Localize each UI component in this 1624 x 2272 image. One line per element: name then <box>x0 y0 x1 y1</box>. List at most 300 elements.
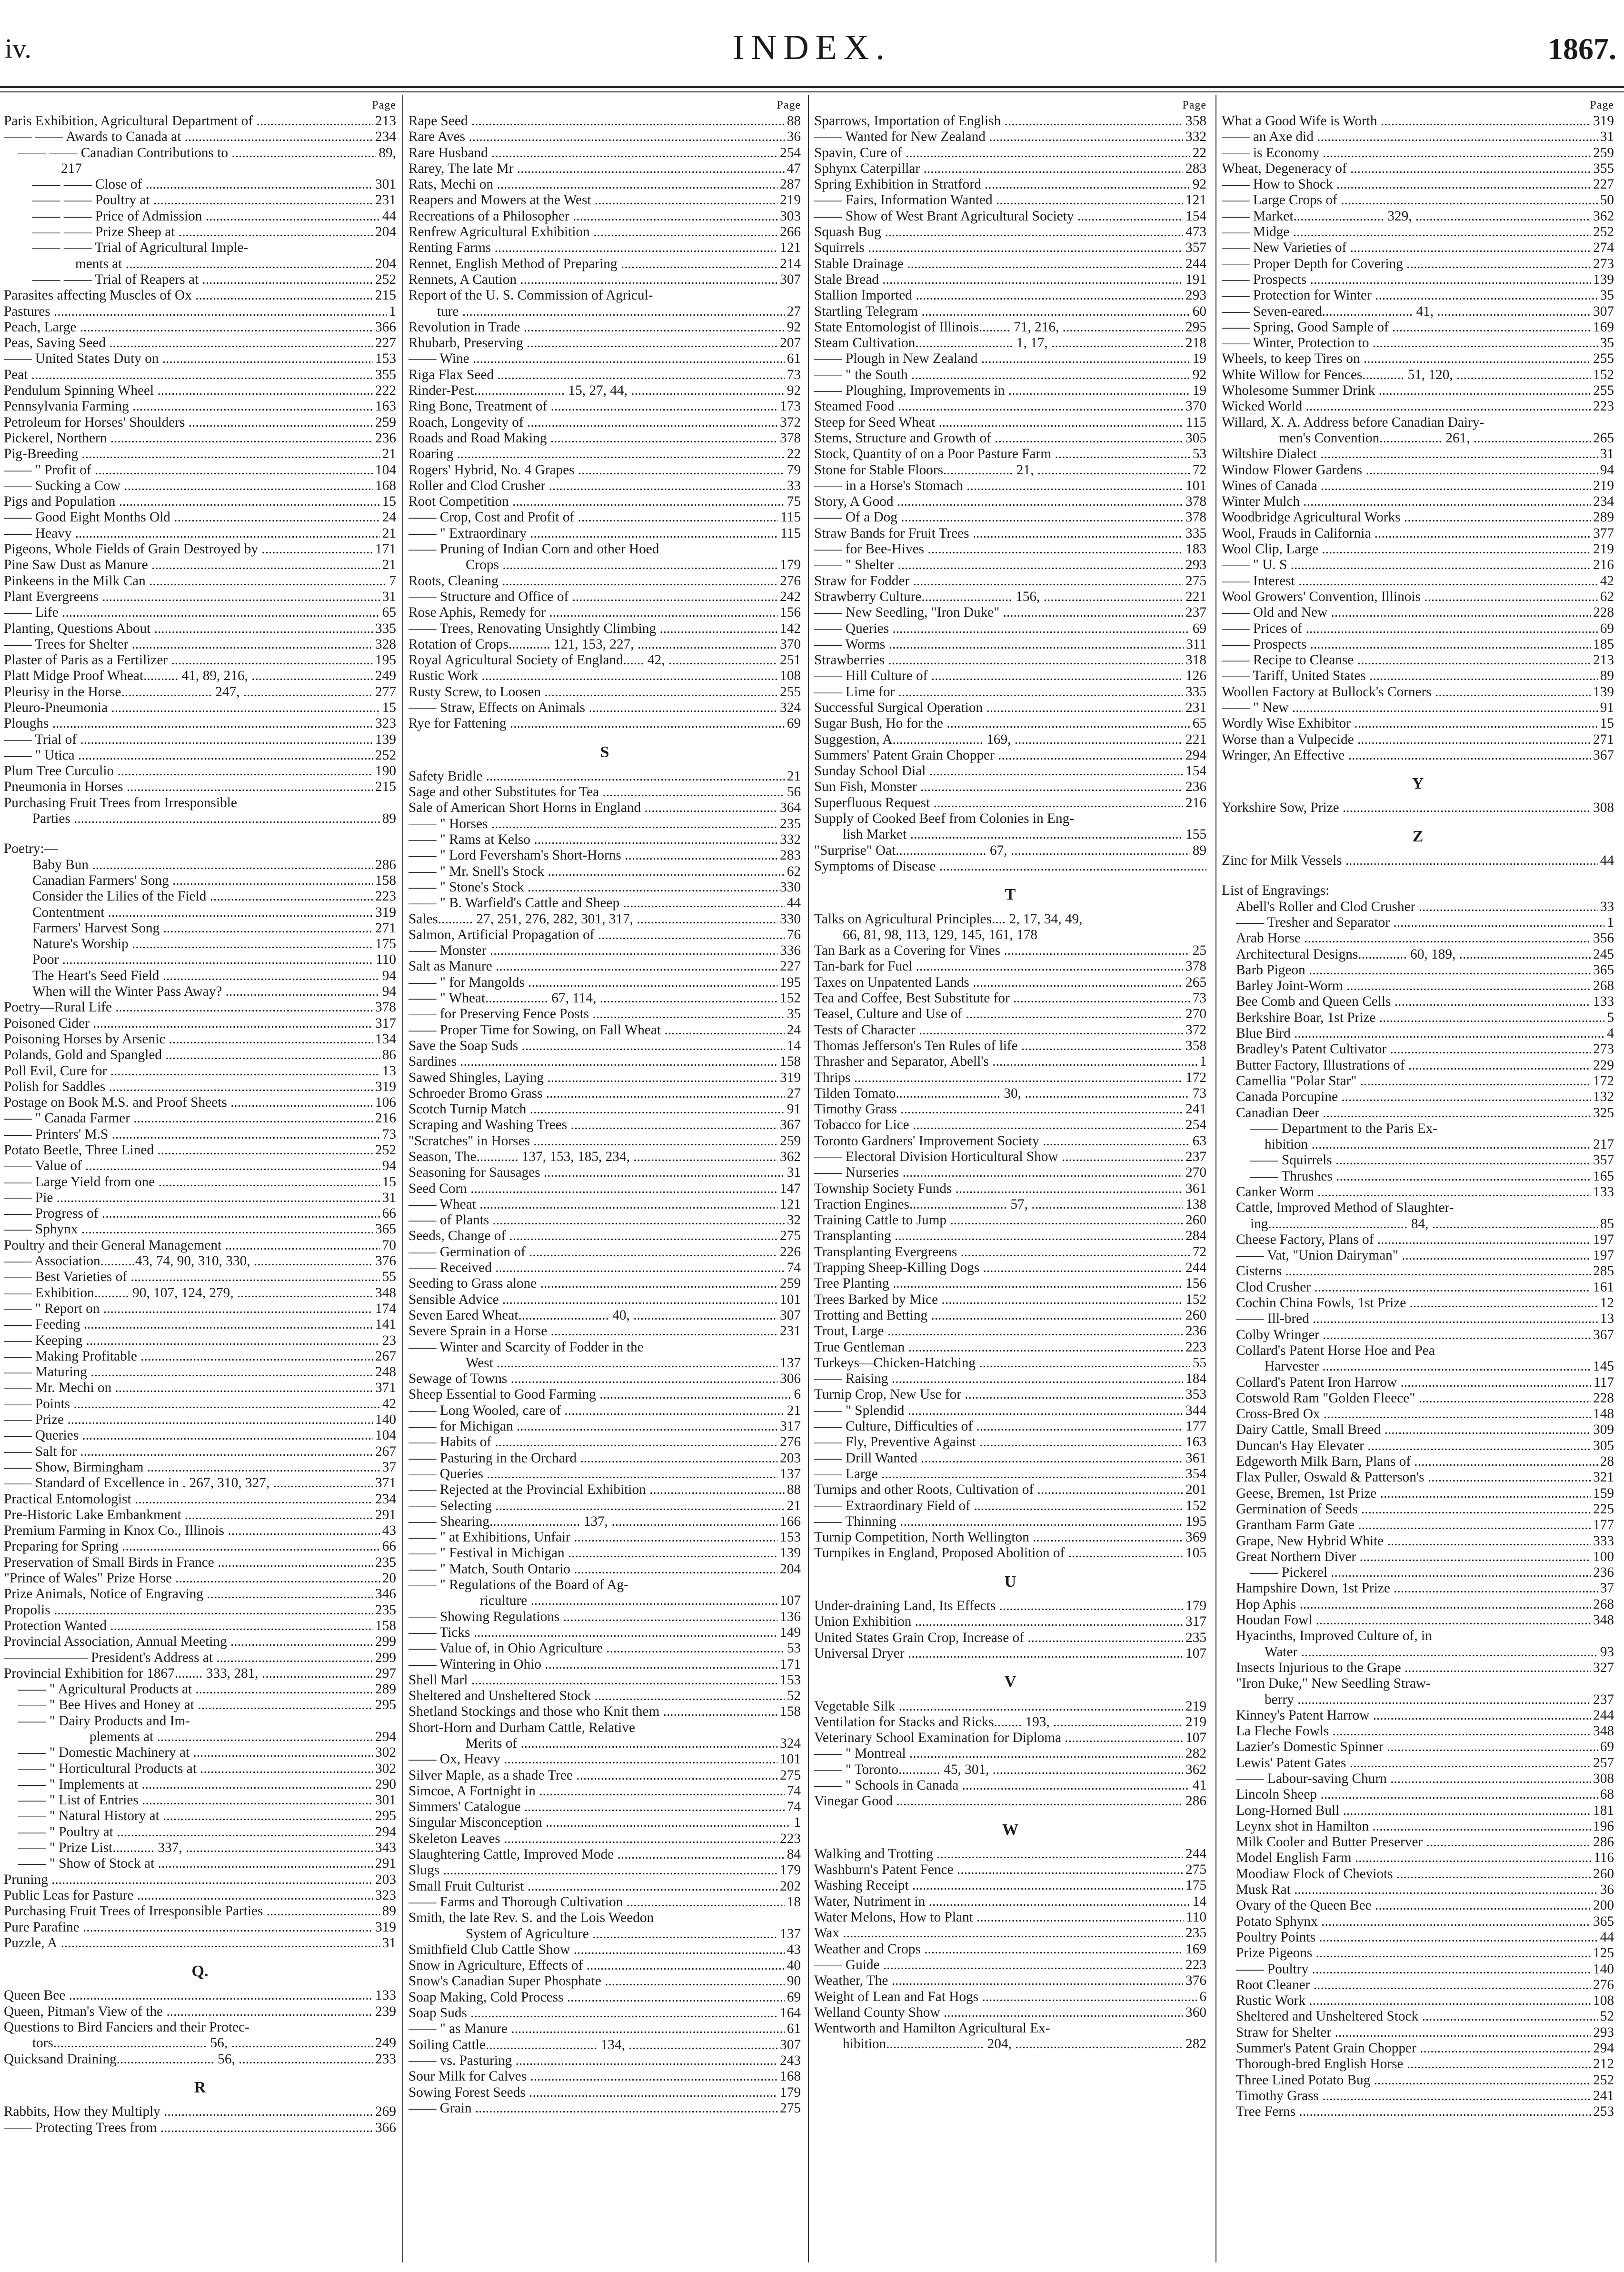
entry-page-number: 137 <box>777 1355 801 1371</box>
entry-text: Report of the U. S. Commission of Agricul- <box>408 288 653 303</box>
index-entry <box>814 1614 1206 1630</box>
index-entry <box>4 1888 396 1903</box>
entry-page-number: 158 <box>777 1054 801 1070</box>
entry-page-number: 307 <box>777 2037 801 2053</box>
entry-page-number: 234 <box>1591 494 1614 510</box>
index-entry <box>1222 1517 1614 1533</box>
index-entry <box>408 1514 801 1530</box>
entry-page-number: 372 <box>1183 1022 1206 1038</box>
index-entry <box>4 1650 396 1666</box>
header-rule-thick <box>0 86 1624 88</box>
index-entry <box>408 769 801 784</box>
entry-text: —— for Michigan <box>408 1419 513 1434</box>
index-entry <box>1222 272 1614 288</box>
index-entry <box>408 1720 801 1736</box>
index-entry <box>4 1555 396 1571</box>
entry-text: Propolis <box>4 1602 50 1618</box>
entry-text: —— Maturing <box>4 1364 87 1380</box>
entry-page-number: 72 <box>1190 462 1206 478</box>
entry-text: —— Ox, Heavy <box>408 1752 500 1767</box>
index-entry <box>814 1355 1206 1371</box>
entry-page-number: 1 <box>791 1815 801 1831</box>
entry-page-number: 110 <box>373 952 396 968</box>
entry-page-number: 179 <box>777 2085 801 2101</box>
index-entry <box>1222 256 1614 272</box>
entry-page-number: 367 <box>1591 1327 1614 1343</box>
entry-page-number: 125 <box>1591 1945 1614 1961</box>
index-column-1 <box>4 98 396 2136</box>
entry-page-number: 147 <box>777 1181 801 1197</box>
index-entry <box>814 129 1206 145</box>
entry-page-number: 28 <box>1598 1454 1614 1470</box>
index-entry <box>4 716 396 731</box>
index-entry <box>1222 1803 1614 1819</box>
entry-text: Abell's Roller and Clod Crusher <box>1236 899 1415 914</box>
index-entry <box>408 1054 801 1070</box>
entry-page-number: 100 <box>1591 1549 1614 1565</box>
entry-text: —— Vat, "Union Dairyman" <box>1236 1248 1398 1263</box>
entry-text: Thrips <box>814 1070 851 1085</box>
entry-page-number: 286 <box>373 857 396 873</box>
entry-text: —— Drill Wanted <box>814 1450 917 1466</box>
index-entry <box>408 1276 801 1291</box>
entry-page-number: 126 <box>1183 668 1206 684</box>
index-entry <box>4 700 396 716</box>
entry-page-number: 65 <box>1190 716 1206 731</box>
entry-text: Rats, Mechi on <box>408 177 494 192</box>
index-entry <box>4 984 396 1000</box>
entry-text: —— —— Canadian Contributions to <box>18 145 229 160</box>
entry-text: —— Queries <box>408 1466 484 1481</box>
entry-page-number: 319 <box>1591 113 1614 129</box>
index-entry <box>814 557 1206 573</box>
entry-page-number: 94 <box>1598 462 1614 478</box>
entry-page-number: 21 <box>380 446 396 462</box>
entry-text: State Entomologist of Illinois......... 71, 216, <box>814 319 1059 335</box>
entry-text: True Gentleman <box>814 1339 905 1355</box>
index-entry <box>814 1466 1206 1482</box>
index-entry <box>4 2104 396 2120</box>
index-entry <box>814 1006 1206 1022</box>
index-entry <box>814 975 1206 991</box>
index-entry <box>814 1925 1206 1941</box>
entry-page-number: 259 <box>373 415 396 430</box>
entry-text: —— Exhibition.......... 90, 107, 124, 279, <box>4 1285 234 1301</box>
entry-text: —— Farms and Thorough Cultivation <box>408 1894 623 1910</box>
index-entry <box>408 816 801 832</box>
entry-text: Rinder-Pest.......................... 15, 27, 44, <box>408 383 628 399</box>
entry-page-number: 376 <box>1183 1973 1206 1989</box>
section-letter: Z <box>1412 827 1424 845</box>
entry-text: Snow in Agriculture, Effects of <box>408 1958 583 1973</box>
index-entry <box>4 1063 396 1079</box>
index-entry <box>1222 1121 1614 1137</box>
entry-page-number: 260 <box>1183 1212 1206 1228</box>
entry-text: Zinc for Milk Vessels <box>1222 853 1342 869</box>
entry-text: Renfrew Agricultural Exhibition <box>408 224 590 240</box>
entry-text: Seeds, Change of <box>408 1228 506 1244</box>
entry-text: Singular Misconception <box>408 1815 542 1831</box>
index-entry <box>408 1212 801 1228</box>
entry-text: Poetry—Rural Life <box>4 1000 112 1015</box>
index-entry <box>4 1634 396 1650</box>
entry-text: —— New Seedling, "Iron Duke" <box>814 605 1000 621</box>
index-entry <box>814 161 1206 177</box>
index-entry <box>408 1910 801 1926</box>
entry-text: Purchasing Fruit Trees of Irresponsible Parties <box>4 1903 263 1919</box>
entry-text: men's Convention.................. 261, <box>1279 430 1470 446</box>
index-entry <box>1222 1184 1614 1200</box>
entry-text: —— Sphynx <box>4 1221 78 1237</box>
entry-page-number: 20 <box>380 1571 396 1586</box>
entry-text: Simmers' Catalogue <box>408 1799 521 1815</box>
entry-text: plements at <box>90 1729 154 1744</box>
entry-text: Insects Injurious to the Grape <box>1236 1660 1401 1675</box>
entry-page-number: 21 <box>785 769 801 784</box>
entry-text: Under-draining Land, Its Effects <box>814 1598 996 1614</box>
index-entry <box>814 795 1206 811</box>
entry-text: Tests of Character <box>814 1022 916 1038</box>
index-entry <box>4 526 396 541</box>
entry-text: —— Seven-eared.......................... 41, <box>1222 303 1434 319</box>
index-entry <box>814 209 1206 224</box>
index-entry <box>1222 2056 1614 2072</box>
index-entry <box>1222 1406 1614 1422</box>
index-entry <box>1222 399 1614 414</box>
entry-page-number: 344 <box>1183 1403 1206 1419</box>
entry-text: Rare Husband <box>408 145 488 160</box>
index-entry <box>4 1253 396 1269</box>
index-entry <box>408 943 801 959</box>
index-entry <box>4 1713 396 1729</box>
index-entry <box>4 256 396 272</box>
entry-text: —— —— Trial of Agricultural Imple- <box>32 240 249 256</box>
index-entry <box>4 921 396 936</box>
entry-page-number: 356 <box>1591 931 1614 946</box>
entry-page-number: 371 <box>373 1380 396 1396</box>
index-entry <box>4 841 396 857</box>
index-entry <box>1222 1422 1614 1438</box>
entry-text: Tan Bark as a Covering for Vines <box>814 943 1001 959</box>
entry-text: Thrasher and Separator, Abell's <box>814 1054 989 1070</box>
index-entry <box>4 240 396 256</box>
index-entry <box>814 1894 1206 1910</box>
index-entry <box>1222 1755 1614 1771</box>
index-entry <box>1222 994 1614 1010</box>
entry-page-number: 94 <box>380 968 396 984</box>
index-entry <box>4 1618 396 1634</box>
entry-page-number: 354 <box>1183 1466 1206 1482</box>
entry-page-number: 181 <box>1591 1803 1614 1819</box>
entry-text: Transplanting Evergreens <box>814 1244 957 1260</box>
entry-text: Roots, Cleaning <box>408 573 498 589</box>
entry-text: Roads and Road Making <box>408 430 547 446</box>
index-entry <box>408 399 801 414</box>
index-entry <box>1222 240 1614 256</box>
index-entry <box>814 589 1206 605</box>
index-entry <box>1222 288 1614 303</box>
entry-text: Hampshire Down, 1st Prize <box>1236 1581 1390 1596</box>
entry-text: Wheels, to keep Tires on <box>1222 351 1360 367</box>
entry-page-number: 15 <box>380 494 396 510</box>
page-number-roman: iv. <box>5 33 31 64</box>
entry-text: Skeleton Leaves <box>408 1831 500 1846</box>
entry-text: —— " Horticultural Products at <box>18 1761 197 1776</box>
entry-text: Welland County Show <box>814 2004 940 2020</box>
entry-text: Sales.......... 27, 251, 276, 282, 301, 317, <box>408 911 633 927</box>
entry-text: —— Trial of <box>4 731 77 747</box>
entry-page-number: 31 <box>1598 129 1614 145</box>
entry-text: Poisoned Cider <box>4 1015 90 1031</box>
entry-page-number: 255 <box>1591 383 1614 399</box>
entry-page-number: 152 <box>1183 1292 1206 1308</box>
entry-text: Turkeys—Chicken-Hatching <box>814 1355 976 1371</box>
entry-page-number: 137 <box>777 1926 801 1942</box>
index-entry <box>1222 883 1614 899</box>
entry-text: Root Competition <box>408 494 509 510</box>
index-entry <box>1222 1597 1614 1612</box>
index-entry <box>1222 573 1614 589</box>
entry-text: Slugs <box>408 1862 440 1878</box>
index-entry <box>1222 1232 1614 1248</box>
index-entry <box>1222 1327 1614 1343</box>
entry-page-number: 18 <box>785 1894 801 1910</box>
entry-text: Questions to Bird Fanciers and their Protec- <box>4 2020 249 2035</box>
index-entry <box>1222 1850 1614 1866</box>
index-entry <box>4 192 396 208</box>
entry-text: System of Agriculture <box>466 1926 589 1942</box>
entry-page-number: 42 <box>1598 573 1614 589</box>
entry-text: Sowing Forest Seeds <box>408 2084 526 2100</box>
entry-page-number: 241 <box>1183 1101 1206 1117</box>
entry-text: Preparing for Spring <box>4 1539 119 1554</box>
index-entry <box>408 1657 801 1672</box>
entry-page-number: 216 <box>1591 557 1614 573</box>
entry-page-number: 55 <box>380 1269 396 1285</box>
index-entry <box>408 1958 801 1973</box>
index-entry <box>814 541 1206 557</box>
entry-text: —— Received <box>408 1260 492 1276</box>
index-entry <box>4 2035 396 2051</box>
index-entry <box>408 1070 801 1086</box>
index-entry <box>814 763 1206 779</box>
index-entry <box>1222 1169 1614 1184</box>
column-divider <box>402 95 403 2262</box>
index-entry <box>4 1539 396 1554</box>
entry-page-number: 44 <box>380 209 396 224</box>
entry-page-number: 185 <box>1591 637 1614 652</box>
entry-page-number: 139 <box>1591 272 1614 288</box>
entry-page-number: 69 <box>1190 621 1206 637</box>
entry-page-number: 236 <box>1183 779 1206 795</box>
index-entry <box>408 2069 801 2084</box>
index-entry <box>814 748 1206 763</box>
entry-text: Vegetable Silk <box>814 1698 896 1714</box>
entry-text: Planting, Questions About <box>4 621 151 636</box>
entry-text: —— " U. S <box>1222 557 1287 573</box>
entry-text: Steep for Seed Wheat <box>814 414 936 430</box>
entry-page-number: 249 <box>373 668 396 684</box>
entry-text: Poultry Points <box>1236 1929 1315 1945</box>
entry-text: Superfluous Request <box>814 795 930 811</box>
entry-page-number: 53 <box>1190 446 1206 462</box>
entry-text: Lewis' Patent Gates <box>1236 1755 1346 1771</box>
index-entry <box>408 1545 801 1561</box>
entry-page-number: 233 <box>373 2052 396 2067</box>
entry-text: —— " Natural History at <box>18 1808 159 1824</box>
entry-page-number: 24 <box>785 1022 801 1038</box>
entry-text: Public Leas for Pasture <box>4 1887 134 1903</box>
index-entry <box>814 1989 1206 2005</box>
column-divider <box>808 95 809 2262</box>
entry-text: Pickerel, Northern <box>4 430 107 446</box>
entry-page-number: 367 <box>777 1117 801 1133</box>
index-entry <box>4 795 396 811</box>
entry-text: Union Exhibition <box>814 1614 912 1630</box>
index-entry <box>4 1460 396 1475</box>
entry-page-number: 308 <box>1591 1771 1614 1787</box>
index-entry <box>4 351 396 367</box>
entry-text: Roaring <box>408 446 454 462</box>
entry-page-number: 323 <box>373 716 396 731</box>
entry-page-number: 237 <box>1183 605 1206 621</box>
entry-text: Wordly Wise Exhibitor <box>1222 716 1351 731</box>
entry-page-number: 286 <box>1591 1834 1614 1850</box>
entry-text: —— Progress of <box>4 1206 99 1221</box>
entry-text: Season, The............ 137, 153, 185, 234, <box>408 1149 630 1164</box>
entry-page-number: 207 <box>777 335 801 351</box>
entry-text: —— Electoral Division Horticultural Show <box>814 1149 1058 1164</box>
entry-page-number: 65 <box>380 605 396 621</box>
index-entry <box>1222 1644 1614 1660</box>
index-entry <box>408 145 801 161</box>
entry-page-number: 91 <box>1598 700 1614 716</box>
entry-page-number: 179 <box>777 557 801 573</box>
entry-text: —— Habits of <box>408 1434 492 1450</box>
entry-text: Pleuro-Pneumonia <box>4 700 108 715</box>
index-entry <box>408 1244 801 1260</box>
entry-page-number: 195 <box>777 975 801 991</box>
entry-text: Canadian Farmers' Song <box>32 872 169 888</box>
entry-page-number: 289 <box>1591 510 1614 525</box>
index-entry <box>4 1920 396 1935</box>
index-entry <box>408 927 801 943</box>
entry-text: Window Flower Gardens <box>1222 462 1362 478</box>
entry-page-number: 252 <box>1591 224 1614 240</box>
index-entry <box>4 1666 396 1681</box>
entry-page-number: 362 <box>777 1149 801 1165</box>
entry-text: Snow's Canadian Super Phosphate <box>408 1973 601 1989</box>
entry-text: List of Engravings: <box>1222 883 1330 899</box>
entry-page-number: 22 <box>785 446 801 462</box>
entry-page-number: 15 <box>380 1174 396 1190</box>
index-entry <box>1222 1280 1614 1295</box>
entry-text: Story, A Good <box>814 494 894 510</box>
entry-page-number: 473 <box>1183 224 1206 240</box>
index-entry <box>1222 2088 1614 2104</box>
entry-text: Parasites affecting Muscles of Ox <box>4 288 192 303</box>
index-entry <box>408 272 801 288</box>
entry-page-number: 307 <box>1591 304 1614 320</box>
entry-page-number: 358 <box>1183 1038 1206 1054</box>
index-entry <box>1222 1058 1614 1073</box>
entry-text: Sour Milk for Calves <box>408 2069 527 2084</box>
index-entry <box>1222 652 1614 668</box>
index-entry <box>1222 557 1614 573</box>
entry-text: —— Straw, Effects on Animals <box>408 700 586 715</box>
index-entry <box>4 430 396 446</box>
index-entry <box>408 1228 801 1244</box>
index-entry <box>4 1507 396 1523</box>
index-entry <box>1222 383 1614 399</box>
index-entry <box>814 1942 1206 1957</box>
entry-page-number: 138 <box>1183 1197 1206 1212</box>
entry-page-number: 332 <box>777 832 801 848</box>
entry-page-number: 248 <box>373 1364 396 1380</box>
entry-page-number: 44 <box>1598 1930 1614 1945</box>
index-entry <box>1222 1930 1614 1945</box>
index-entry <box>814 1260 1206 1276</box>
entry-page-number: 366 <box>373 320 396 335</box>
index-entry <box>408 288 801 303</box>
entry-page-number: 31 <box>1598 446 1614 462</box>
index-entry <box>4 1761 396 1777</box>
index-entry <box>814 716 1206 731</box>
entry-text: Provincial Association, Annual Meeting <box>4 1634 227 1650</box>
index-entry <box>1222 1026 1614 1041</box>
index-entry <box>408 1990 801 2005</box>
entry-text: When will the Winter Pass Away? <box>32 984 222 1000</box>
entry-text: Traction Engines............................ 57, <box>814 1196 1028 1212</box>
entry-page-number: 33 <box>1598 899 1614 915</box>
index-entry <box>1222 1137 1614 1152</box>
entry-page-number: 31 <box>380 1190 396 1206</box>
entry-text: Collard's Patent Horse Hoe and Pea <box>1236 1342 1435 1358</box>
entry-page-number: 299 <box>373 1634 396 1650</box>
entry-text: Supply of Cooked Beef from Colonies in Eng- <box>814 811 1074 827</box>
index-entry <box>1222 732 1614 748</box>
entry-page-number: 330 <box>777 911 801 927</box>
entry-page-number: 365 <box>1591 1914 1614 1930</box>
entry-text: —— Monster <box>408 943 487 959</box>
entry-page-number: 213 <box>373 113 396 129</box>
index-entry <box>1222 335 1614 351</box>
index-entry <box>1222 1993 1614 2009</box>
entry-page-number: 27 <box>785 304 801 320</box>
entry-text: Trout, Large <box>814 1323 884 1339</box>
index-entry <box>4 320 396 335</box>
entry-page-number: 140 <box>373 1412 396 1428</box>
entry-text: —— Ticks <box>408 1624 470 1640</box>
entry-page-number: 172 <box>1183 1070 1206 1086</box>
section-letter: R <box>194 2078 206 2096</box>
index-entry <box>4 1333 396 1349</box>
index-entry <box>4 1206 396 1221</box>
index-entry <box>1222 1470 1614 1485</box>
entry-page-number: 4 <box>1604 1026 1614 1041</box>
entry-text: —— Show, Birmingham <box>4 1459 144 1475</box>
entry-page-number: 92 <box>1190 177 1206 192</box>
entry-page-number: 336 <box>777 943 801 959</box>
entry-text: —— Crop, Cost and Profit of <box>408 510 575 525</box>
entry-text: —— " Domestic Machinery at <box>18 1745 190 1761</box>
entry-page-number: 317 <box>373 1016 396 1031</box>
entry-text: Pruning <box>4 1872 48 1887</box>
entry-page-number: 158 <box>777 1704 801 1720</box>
index-entry <box>408 1609 801 1625</box>
entry-page-number: 295 <box>373 1808 396 1824</box>
index-entry <box>4 857 396 873</box>
